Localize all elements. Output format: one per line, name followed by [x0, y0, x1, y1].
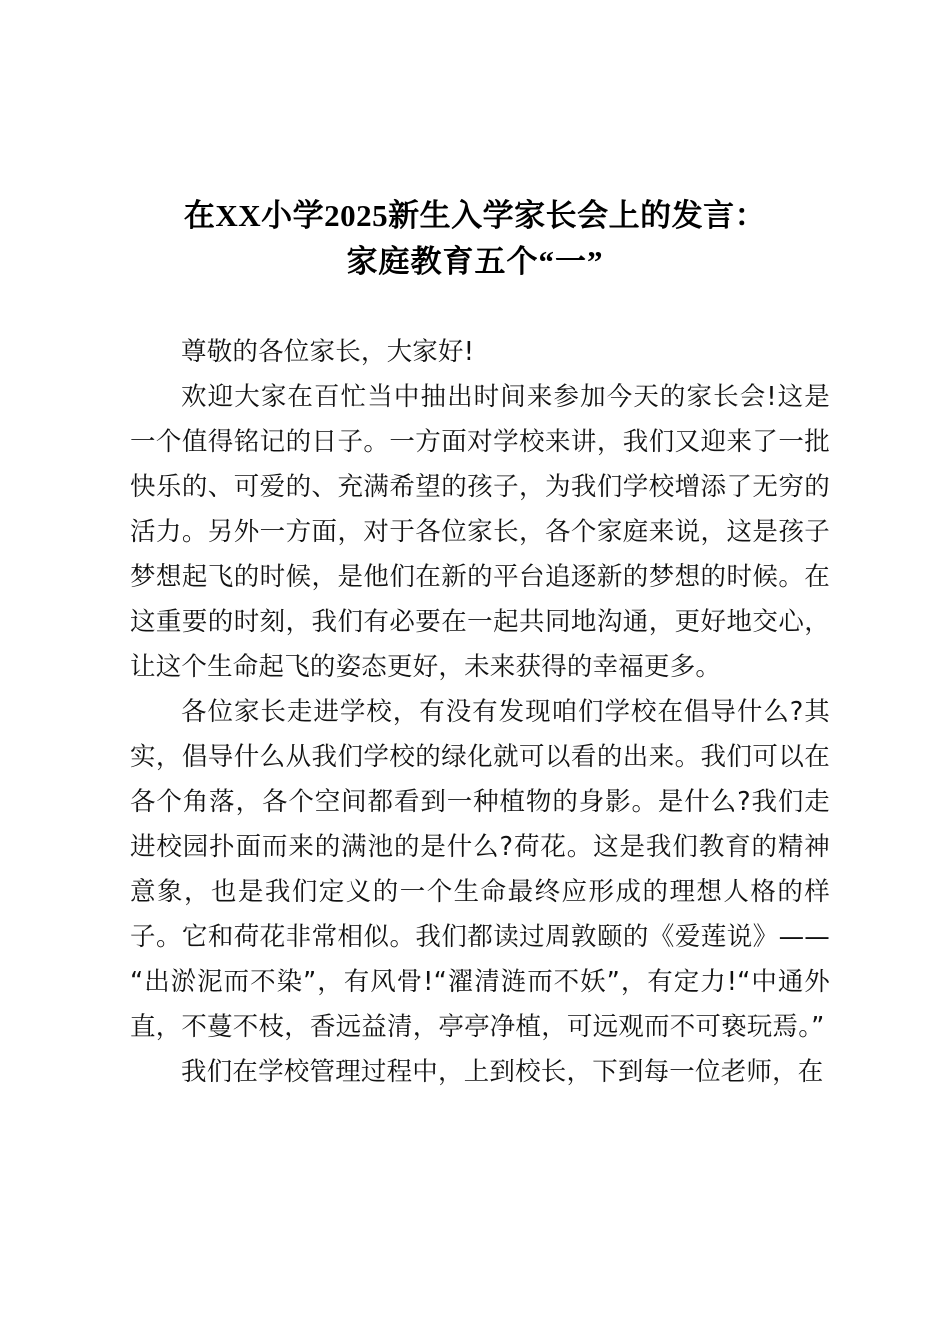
paragraph-management: 我们在学校管理过程中，上到校长，下到每一位老师，在 — [181, 1057, 824, 1087]
title-line-1: 在XX小学2025新生入学家长会上的发言： — [183, 197, 767, 233]
title-line-2: 家庭教育五个“一” — [346, 243, 604, 279]
paragraph-lotus: 各位家长走进学校，有没有发现咱们学校在倡导什么?其实，倡导什么从我们学校的绿化就可以看的出来。我们可以在各个角落，各个空间都看到一种植物的身影。是什么?我们走进校园扑面而来的满池的是什么?荷花。这是我们教育的精神意象，也是我们定义的一个生命最终应形成的理想人格的样子。它和荷花非常相似。我们都读过周敦颐的《爱莲说》——“出淤泥而不染”，有风骨!“濯清涟而不妖”，有定力!“中通外直，不蔓不枝，香远益清，亭亭净植，可远观而不可亵玩焉。” — [130, 697, 830, 1042]
document-body — [130, 330, 830, 1095]
page-title — [130, 193, 820, 285]
paragraph-welcome: 欢迎大家在百忙当中抽出时间来参加今天的家长会!这是一个值得铭记的日子。一方面对学校来讲，我们又迎来了一批快乐的、可爱的、充满希望的孩子，为我们学校增添了无穷的活力。另外一方面，对于各位家长，各个家庭来说，这是孩子梦想起飞的时候，是他们在新的平台追逐新的梦想的时候。在这重要的时刻，我们有必要在一起共同地沟通，更好地交心，让这个生命起飞的姿态更好，未来获得的幸福更多。 — [130, 382, 830, 682]
paragraph-greeting: 尊敬的各位家长，大家好! — [181, 337, 475, 367]
